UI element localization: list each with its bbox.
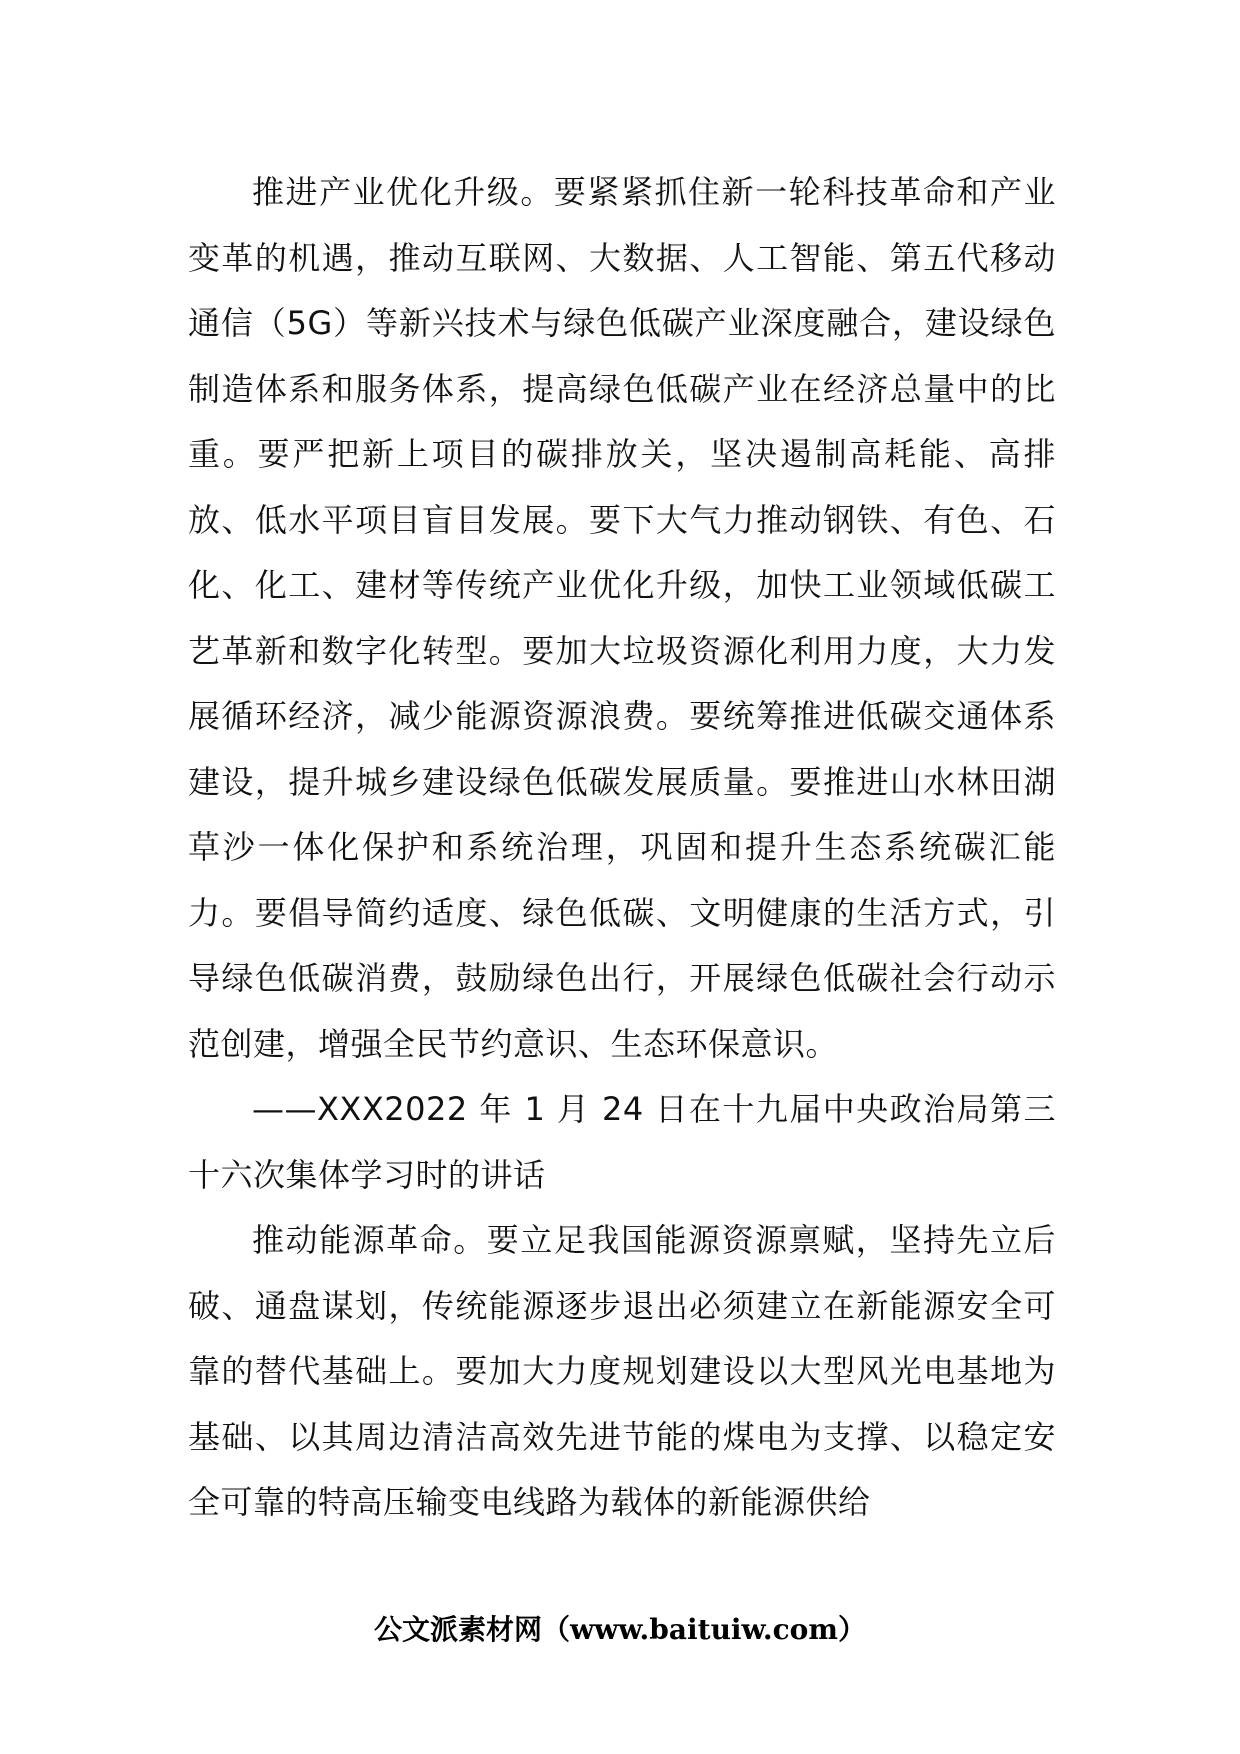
document-body [188,160,1056,1536]
quote-attribution: ——XXX2022 年 1 月 24 日在十九届中央政治局第三十六次集体学习时的讲话 [188,1090,1056,1194]
paragraph-energy-revolution: 推动能源革命。要立足我国能源资源禀赋，坚持先立后破、通盘谋划，传统能源逐步退出必须建立在新能源安全可靠的替代基础上。要加大力度规划建设以大型风光电基地为基础、以其周边清洁高效先进节能的煤电为支撑、以稳定安全可靠的特高压输变电线路为载体的新能源供给 [188,1221,1056,1521]
paragraph-industry-upgrade: 推进产业优化升级。要紧紧抓住新一轮科技革命和产业变革的机遇，推动互联网、大数据、人工智能、第五代移动通信（5G）等新兴技术与绿色低碳产业深度融合，建设绿色制造体系和服务体系，提高绿色低碳产业在经济总量中的比重。要严把新上项目的碳排放关，坚决遏制高耗能、高排放、低水平项目盲目发展。要下大气力推动钢铁、有色、石化、化工、建材等传统产业优化升级，加快工业领域低碳工艺革新和数字化转型。要加大垃圾资源化利用力度，大力发展循环经济，减少能源资源浪费。要统筹推进低碳交通体系建设，提升城乡建设绿色低碳发展质量。要推进山水林田湖草沙一体化保护和系统治理，巩固和提升生态系统碳汇能力。要倡导简约适度、绿色低碳、文明健康的生活方式，引导绿色低碳消费，鼓励绿色出行，开展绿色低碳社会行动示范创建，增强全民节约意识、生态环保意识。 [188,173,1056,1063]
page-footer-watermark: 公文派素材网（www.baituiw.com） [374,1613,866,1646]
